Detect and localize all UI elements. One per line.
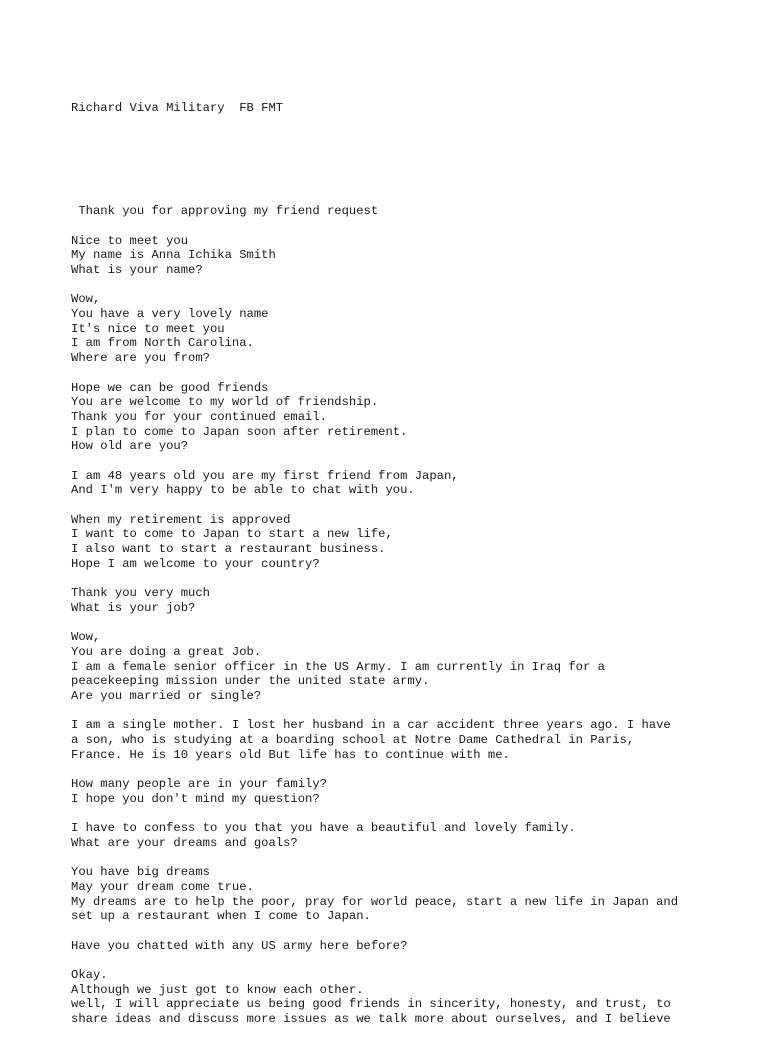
text-line: a son, who is studying at a boarding school at Notre Dame Cathedral in Paris,	[71, 733, 635, 748]
paragraph	[71, 777, 731, 806]
text-line: May your dream come true.	[71, 879, 254, 894]
text-line: How old are you?	[71, 439, 189, 454]
text-line: What is your name?	[71, 263, 203, 278]
text-line: Nice to meet you	[71, 233, 189, 248]
paragraph	[71, 968, 731, 1027]
text-line: set up a restaurant when I come to Japan.	[71, 909, 371, 924]
text-line: My dreams are to help the poor, pray for world peace, start a new life in Japan and	[71, 894, 679, 909]
paragraph	[71, 630, 731, 703]
blank-line	[71, 498, 731, 513]
text-line: And I'm very happy to be able to chat with you.	[71, 483, 415, 498]
blank-line	[71, 851, 731, 866]
blank-line	[71, 278, 731, 293]
text-line: I am a single mother. I lost her husband in a car accident three years ago. I have	[71, 718, 671, 733]
paragraph	[71, 513, 731, 572]
text-line: Wow,	[71, 292, 101, 307]
text-line: Thank you for your continued email.	[71, 409, 327, 424]
blank-line	[71, 806, 731, 821]
text-line: Are you married or single?	[71, 688, 262, 703]
document-body	[71, 72, 731, 1056]
text-line: My name is Anna Ichika Smith	[71, 248, 276, 263]
text-line: France. He is 10 years old But life has to continue with me.	[71, 747, 510, 762]
text-line: Okay.	[71, 968, 108, 983]
blank-line	[71, 924, 731, 939]
text-line: I want to come to Japan to start a new life,	[71, 527, 393, 542]
blank-line	[71, 366, 731, 381]
text-line: I hope you don't mind my question?	[71, 791, 320, 806]
text-line: What are your dreams and goals?	[71, 835, 298, 850]
text-line: Thank you for approving my friend request	[71, 204, 379, 219]
text-line: Although we just got to know each other.	[71, 982, 364, 997]
paragraph	[71, 821, 731, 850]
blank-line	[71, 616, 731, 631]
text-line: well, I will appreciate us being good friends in sincerity, honesty, and trust, to	[71, 997, 671, 1012]
text-line: Have you chatted with any US army here before?	[71, 938, 408, 953]
paragraph	[71, 234, 731, 278]
text-line: Hope we can be good friends	[71, 380, 269, 395]
text-line: Wow,	[71, 630, 101, 645]
paragraph	[71, 381, 731, 454]
text-line: I am from North Carolina.	[71, 336, 254, 351]
paragraph	[71, 586, 731, 615]
text-line: You are welcome to my world of friendship.	[71, 395, 379, 410]
text-line: It's nice to meet you	[71, 321, 225, 336]
text-line: I plan to come to Japan soon after retirement.	[71, 424, 408, 439]
text-line: How many people are in your family?	[71, 777, 327, 792]
blank-line	[71, 762, 731, 777]
blank-line	[71, 704, 731, 719]
text-line: Hope I am welcome to your country?	[71, 556, 320, 571]
text-line: I am a female senior officer in the US Army. I am currently in Iraq for a	[71, 659, 605, 674]
text-line: You have a very lovely name	[71, 307, 269, 322]
blank-line	[71, 219, 731, 234]
text-line: You are doing a great Job.	[71, 644, 262, 659]
text-line: What is your job?	[71, 600, 196, 615]
text-line: peacekeeping mission under the united state army.	[71, 674, 430, 689]
blank-line	[71, 571, 731, 586]
text-line: You have big dreams	[71, 865, 210, 880]
message-blocks	[71, 204, 731, 1027]
text-line: I also want to start a restaurant business.	[71, 542, 386, 557]
blank-line	[71, 953, 731, 968]
text-line: share ideas and discuss more issues as we talk more about ourselves, and I believe	[71, 1012, 671, 1027]
paragraph	[71, 204, 731, 219]
paragraph	[71, 865, 731, 924]
text-line: Thank you very much	[71, 586, 210, 601]
paragraph	[71, 939, 731, 954]
blank-line	[71, 146, 731, 175]
text-line: When my retirement is approved	[71, 512, 291, 527]
text-line: I have to confess to you that you have a beautiful and lovely family.	[71, 821, 576, 836]
paragraph	[71, 469, 731, 498]
document-title: Richard Viva Military FB FMT	[71, 101, 284, 116]
text-line: Where are you from?	[71, 351, 210, 366]
text-line: I am 48 years old you are my first friend from Japan,	[71, 468, 459, 483]
paragraph	[71, 718, 731, 762]
blank-line	[71, 454, 731, 469]
paragraph	[71, 292, 731, 365]
